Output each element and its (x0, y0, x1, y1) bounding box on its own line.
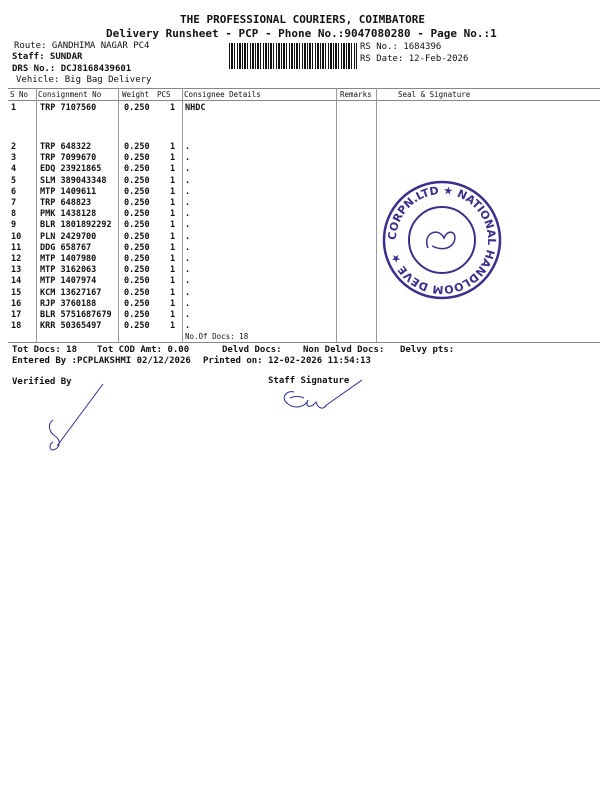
serial-no: 15 (11, 287, 22, 298)
weight: 0.250 (124, 209, 150, 220)
weight: 0.250 (124, 242, 150, 253)
consignee-details: . (185, 220, 191, 231)
consignment-no: TRP 7099670 (40, 153, 97, 164)
tot-cod-amt: Tot COD Amt: 0.00 (97, 345, 190, 355)
consignment-no: KRR 50365497 (40, 321, 102, 332)
weight: 0.250 (124, 254, 150, 264)
weight: 0.250 (124, 276, 150, 287)
weight: 0.250 (124, 142, 150, 152)
pcs: 1 (170, 142, 176, 152)
weight: 0.250 (124, 103, 150, 113)
consignee-details: . (185, 265, 191, 276)
serial-no: 13 (11, 265, 22, 276)
weight: 0.250 (124, 220, 150, 231)
consignment-no: TRP 648823 (40, 198, 92, 208)
weight: 0.250 (124, 287, 150, 298)
consignment-no: PLN 2429700 (40, 231, 97, 242)
runsheet-subtitle: Delivery Runsheet - PCP - Phone No.:9047080280 - Page No.:1 (106, 27, 497, 40)
consignee-details: . (185, 254, 191, 264)
consignment-no: BLR 5751687679 (40, 310, 112, 320)
weight: 0.250 (124, 175, 150, 186)
consignment-no: SLM 389043348 (40, 175, 107, 186)
pcs: 1 (170, 310, 176, 320)
entered-by: Entered By :PCPLAKSHMI 02/12/2026 (12, 356, 191, 366)
table-row (0, 153, 600, 164)
delvd-docs: Delvd Docs: (222, 345, 282, 355)
table-row (0, 176, 600, 187)
pcs: 1 (170, 298, 176, 309)
pcs: 1 (170, 220, 176, 231)
svg-text:CORPN.LTD ★ NATIONAL HANDLOOM (386, 184, 498, 296)
pcs: 1 (170, 198, 176, 208)
table-row (0, 142, 600, 153)
consignee-details: NHDC (185, 103, 206, 113)
stamp-text: CORPN.LTD ★ NATIONAL HANDLOOM DEVE ★ (385, 183, 499, 297)
tot-docs: Tot Docs: 18 (12, 345, 78, 355)
serial-no: 16 (11, 298, 22, 309)
pcs: 1 (170, 321, 176, 332)
consignee-details: . (185, 198, 191, 208)
consignment-no: TRP 648322 (40, 142, 92, 152)
consignee-details: . (185, 186, 191, 197)
vehicle: Vehicle: Big Bag Delivery (16, 75, 152, 85)
pcs: 1 (170, 164, 176, 175)
rs-no: RS No.: 1684396 (360, 42, 442, 52)
drs-no: DRS No.: DCJ8168439601 (12, 64, 132, 74)
serial-no: 9 (11, 220, 17, 231)
printed-on: Printed on: 12-02-2026 11:54:13 (203, 356, 371, 366)
weight: 0.250 (124, 265, 150, 276)
staff-signature-label: Staff Signature (268, 376, 350, 386)
consignment-no: PMK 1438128 (40, 209, 97, 220)
no-of-docs: No.Of Docs: 18 (185, 332, 249, 341)
consignee-details: . (185, 287, 191, 298)
consignment-no: MTP 3162063 (40, 265, 97, 276)
table-row (0, 321, 600, 332)
consignment-no: BLR 1801892292 (40, 220, 112, 231)
table-row (0, 310, 600, 321)
consignee-details: . (185, 153, 191, 164)
pcs: 1 (170, 175, 176, 186)
consignee-details: . (185, 310, 191, 320)
weight: 0.250 (124, 231, 150, 242)
consignee-details: . (185, 209, 191, 220)
rs-date: RS Date: 12-Feb-2026 (360, 54, 469, 64)
pcs: 1 (170, 242, 176, 253)
consignment-no: MTP 1407980 (40, 254, 97, 264)
consignee-details: . (185, 142, 191, 152)
company-name: THE PROFESSIONAL COURIERS, COIMBATORE (180, 13, 426, 26)
serial-no: 12 (11, 254, 22, 264)
table-bottom-rule (8, 342, 600, 343)
consignee-details: . (185, 164, 191, 175)
consignment-no: RJP 3760188 (40, 298, 97, 309)
pcs: 1 (170, 276, 176, 287)
serial-no: 14 (11, 276, 22, 287)
non-delvd-docs: Non Delvd Docs: (303, 345, 385, 355)
pcs: 1 (170, 265, 176, 276)
serial-no: 18 (11, 321, 22, 332)
official-stamp (380, 178, 505, 303)
table-row (0, 299, 600, 310)
col-consignee: Consignee Details (184, 90, 261, 99)
weight: 0.250 (124, 298, 150, 309)
table-row (0, 198, 600, 209)
pcs: 1 (170, 231, 176, 242)
table-row (0, 209, 600, 220)
consignee-details: . (185, 175, 191, 186)
staff-signature (270, 378, 365, 418)
serial-no: 3 (11, 153, 17, 164)
table-row (0, 243, 600, 254)
col-pcs: PCS (157, 90, 171, 99)
serial-no: 8 (11, 209, 17, 220)
table-row (0, 232, 600, 243)
table-row (0, 265, 600, 276)
consignment-no: TRP 7107560 (40, 103, 97, 113)
consignment-no: MTP 1409611 (40, 186, 97, 197)
pcs: 1 (170, 287, 176, 298)
barcode (229, 43, 357, 69)
table-row (0, 220, 600, 231)
serial-no: 7 (11, 198, 17, 208)
route: Route: GANDHIMA NAGAR PC4 (14, 41, 150, 51)
col-weight: Weight (122, 90, 150, 99)
table-row (0, 254, 600, 265)
table-header (0, 90, 600, 101)
serial-no: 5 (11, 175, 17, 186)
delvy-pts: Delvy pts: (400, 345, 455, 355)
serial-no: 10 (11, 231, 22, 242)
weight: 0.250 (124, 310, 150, 320)
pcs: 1 (170, 103, 176, 113)
serial-no: 4 (11, 164, 17, 175)
col-sno: S No (10, 90, 29, 99)
consignment-no: KCM 13627167 (40, 287, 102, 298)
table-top-rule (8, 88, 600, 89)
serial-no: 11 (11, 242, 22, 253)
weight: 0.250 (124, 153, 150, 164)
pcs: 1 (170, 186, 176, 197)
col-remarks: Remarks (340, 90, 372, 99)
consignee-details: . (185, 242, 191, 253)
col-consignment: Consignment No (38, 90, 102, 99)
serial-no: 2 (11, 142, 17, 152)
consignee-details: . (185, 321, 191, 332)
pcs: 1 (170, 254, 176, 264)
serial-no: 17 (11, 310, 22, 320)
serial-no: 1 (11, 103, 17, 113)
table-row (0, 187, 600, 198)
weight: 0.250 (124, 164, 150, 175)
weight: 0.250 (124, 186, 150, 197)
verified-by-label: Verified By (12, 377, 72, 387)
serial-no: 6 (11, 186, 17, 197)
col-seal: Seal & Signature (398, 90, 471, 99)
consignee-details: . (185, 231, 191, 242)
consignee-details: . (185, 298, 191, 309)
table-row (0, 276, 600, 287)
table-row (0, 103, 600, 114)
weight: 0.250 (124, 321, 150, 332)
consignment-no: DDG 658767 (40, 242, 92, 253)
pcs: 1 (170, 153, 176, 164)
pcs: 1 (170, 209, 176, 220)
table-row (0, 164, 600, 175)
consignment-no: EDQ 23921865 (40, 164, 102, 175)
weight: 0.250 (124, 198, 150, 208)
verifier-signature (35, 380, 110, 455)
consignment-no: MTP 1407974 (40, 276, 97, 287)
table-row (0, 288, 600, 299)
staff: Staff: SUNDAR (12, 52, 83, 62)
consignee-details: . (185, 276, 191, 287)
